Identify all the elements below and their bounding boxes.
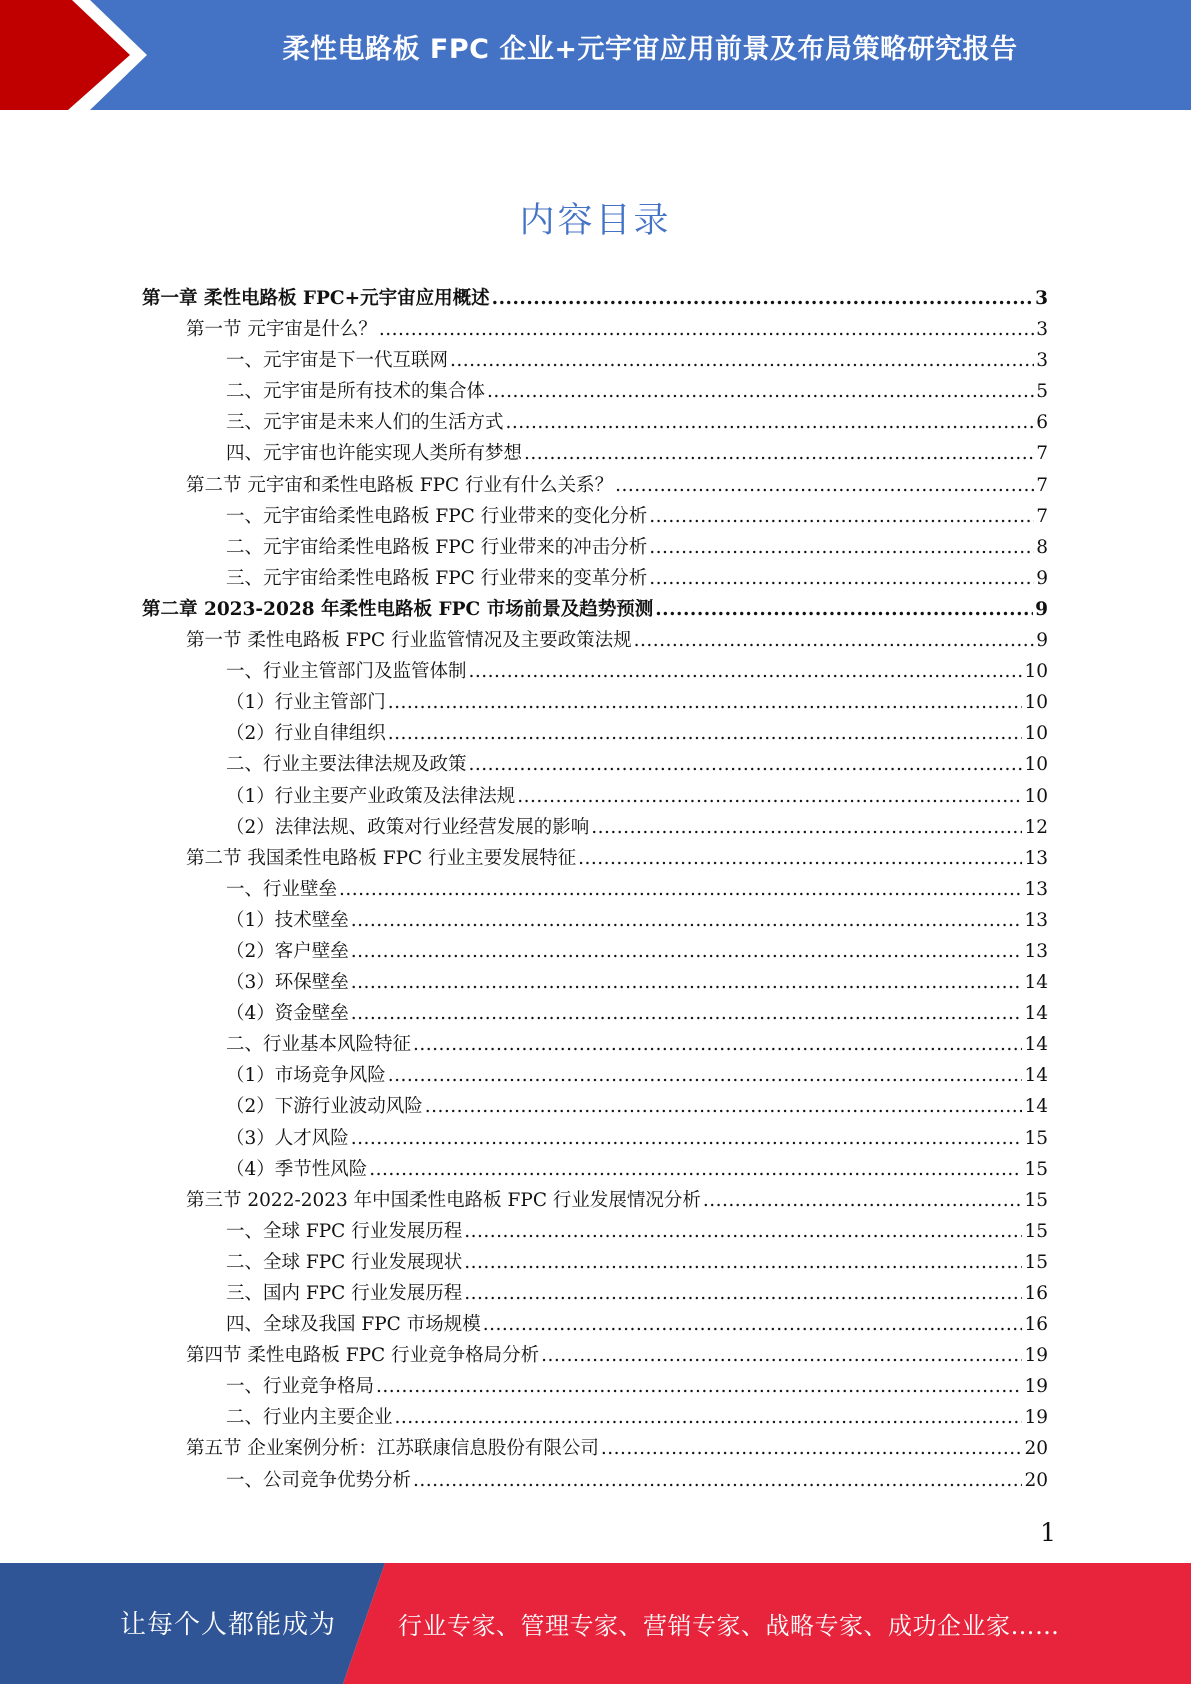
toc-subsection[interactable] [142, 657, 1048, 688]
toc-subsection[interactable] [142, 564, 1048, 595]
toc-leader-dots [506, 412, 1035, 433]
toc-leader-dots [351, 1128, 1023, 1149]
toc-section[interactable] [142, 844, 1048, 875]
toc-entry-text: 一、全球 FPC 行业发展历程 [226, 1220, 463, 1242]
toc-page-number: 3 [1036, 350, 1048, 372]
toc-section[interactable] [142, 471, 1048, 502]
toc-leader-dots [450, 350, 1034, 371]
toc-subsection[interactable] [142, 1030, 1048, 1061]
toc-leader-dots [376, 1376, 1022, 1397]
toc-subsection[interactable] [142, 346, 1048, 377]
toc-leader-dots [541, 1345, 1022, 1366]
toc-entry-text: 三、元宇宙给柔性电路板 FPC 行业带来的变革分析 [226, 567, 648, 589]
toc-entry-text: 第五节 企业案例分析：江苏联康信息股份有限公司 [186, 1438, 599, 1460]
toc-entry-text: 第一节 元宇宙是什么？ [186, 319, 377, 341]
page-number: 1 [1040, 1518, 1056, 1547]
toc-leader-dots [379, 319, 1034, 340]
toc-page-number: 13 [1024, 878, 1048, 900]
toc-entry-text: 一、行业主管部门及监管体制 [226, 661, 467, 683]
toc-subsection[interactable] [142, 875, 1048, 906]
toc-entry-text: （3）人才风险 [226, 1127, 349, 1149]
toc-page-number: 15 [1024, 1220, 1048, 1242]
toc-entry-text: （1）行业主要产业政策及法律法规 [226, 785, 516, 807]
toc-entry-text: （4）资金壁垒 [226, 1003, 349, 1025]
toc-entry-text: 一、元宇宙是下一代互联网 [226, 350, 449, 372]
toc-page-number: 14 [1024, 1096, 1048, 1118]
toc-entry-text: 第二节 我国柔性电路板 FPC 行业主要发展特征 [186, 847, 577, 869]
toc-leader-dots [634, 630, 1035, 651]
header-chevron-icon [0, 0, 160, 110]
toc-section[interactable] [142, 626, 1048, 657]
toc-entry-text: 第三节 2022-2023 年中国柔性电路板 FPC 行业发展情况分析 [186, 1189, 701, 1211]
toc-leader-dots [578, 848, 1022, 869]
toc-page-number: 15 [1024, 1189, 1048, 1211]
toc-subsection[interactable] [142, 1061, 1048, 1092]
toc-entry-text: 三、国内 FPC 行业发展历程 [226, 1283, 463, 1304]
toc-page-number: 13 [1024, 940, 1048, 962]
toc-entry-text: 第一节 柔性电路板 FPC 行业监管情况及主要政策法规 [186, 630, 632, 652]
toc-subsection[interactable] [142, 719, 1048, 750]
toc-leader-dots [388, 1065, 1023, 1086]
toc-page-number: 10 [1024, 754, 1048, 776]
toc-entry-text: 二、行业基本风险特征 [226, 1034, 412, 1056]
toc-leader-dots [487, 381, 1034, 402]
toc-subsection[interactable] [142, 937, 1048, 968]
toc-subsection[interactable] [142, 999, 1048, 1030]
toc-page-number: 3 [1036, 319, 1048, 341]
toc-page-number: 19 [1024, 1376, 1048, 1398]
toc-subsection[interactable] [142, 1217, 1048, 1248]
toc-leader-dots [591, 817, 1022, 838]
toc-page-number: 7 [1036, 443, 1048, 465]
toc-page-number: 15 [1024, 1158, 1048, 1180]
toc-entry-text: （4）季节性风险 [226, 1158, 368, 1180]
toc-subsection[interactable] [142, 1466, 1048, 1497]
toc-page-number: 10 [1024, 692, 1048, 714]
toc-subsection[interactable] [142, 533, 1048, 564]
toc-page-number: 13 [1024, 847, 1048, 869]
toc-chapter[interactable] [142, 595, 1048, 626]
toc-entry-text: （2）下游行业波动风险 [226, 1096, 423, 1118]
toc-subsection[interactable] [142, 502, 1048, 533]
toc-entry-text: （2）行业自律组织 [226, 723, 386, 745]
toc-page-number: 13 [1024, 909, 1048, 931]
toc-page-number: 20 [1024, 1469, 1048, 1491]
toc-subsection[interactable] [142, 408, 1048, 439]
toc-subsection[interactable] [142, 1155, 1048, 1186]
toc-section[interactable] [142, 315, 1048, 346]
toc-page-number: 10 [1024, 661, 1048, 683]
toc-leader-dots [464, 1252, 1022, 1273]
toc-leader-dots [601, 1438, 1023, 1459]
toc-leader-dots [351, 941, 1023, 962]
toc-leader-dots [492, 288, 1033, 309]
toc-leader-dots [395, 1407, 1023, 1428]
toc-page-number: 9 [1036, 567, 1048, 589]
toc-section[interactable] [142, 1186, 1048, 1217]
toc-entry-text: 二、行业主要法律法规及政策 [226, 754, 467, 776]
toc-leader-dots [524, 443, 1034, 464]
toc-leader-dots [469, 661, 1023, 682]
toc-leader-dots [388, 723, 1023, 744]
toc-entry-text: 一、行业壁垒 [226, 878, 338, 900]
report-title: 柔性电路板 FPC 企业+元宇宙应用前景及布局策略研究报告 [282, 34, 1018, 65]
toc-leader-dots [464, 1221, 1022, 1242]
toc-subsection[interactable] [142, 1310, 1048, 1341]
toc-page-number: 15 [1024, 1251, 1048, 1273]
toc-subsection[interactable] [142, 1248, 1048, 1279]
toc-subsection[interactable] [142, 782, 1048, 813]
toc-entry-text: （1）技术壁垒 [226, 909, 349, 931]
toc-page-number: 16 [1024, 1314, 1048, 1336]
toc-page-number: 3 [1035, 288, 1048, 309]
table-of-contents [142, 284, 1048, 1497]
toc-page-number: 5 [1036, 381, 1048, 403]
toc-subsection[interactable] [142, 688, 1048, 719]
toc-page-number: 14 [1024, 1065, 1048, 1087]
toc-entry-text: 四、全球及我国 FPC 市场规模 [226, 1314, 481, 1336]
toc-entry-text: （1）行业主管部门 [226, 692, 386, 714]
toc-entry-text: 一、行业竞争格局 [226, 1376, 375, 1398]
toc-leader-dots [339, 879, 1022, 900]
toc-page-number: 9 [1036, 630, 1048, 652]
toc-entry-text: 二、全球 FPC 行业发展现状 [226, 1251, 463, 1273]
toc-leader-dots [413, 1470, 1022, 1491]
toc-leader-dots [649, 568, 1034, 589]
toc-page-number: 6 [1036, 412, 1048, 434]
toc-section[interactable] [142, 1341, 1048, 1372]
toc-leader-dots [615, 475, 1034, 496]
toc-leader-dots [351, 972, 1023, 993]
toc-leader-dots [351, 910, 1023, 931]
toc-entry-text: 三、元宇宙是未来人们的生活方式 [226, 412, 504, 434]
toc-page-number: 9 [1035, 598, 1048, 620]
toc-entry-text: 二、行业内主要企业 [226, 1407, 393, 1429]
toc-leader-dots [388, 692, 1023, 713]
toc-subsection[interactable] [142, 750, 1048, 781]
toc-leader-dots [469, 754, 1023, 775]
toc-leader-dots [425, 1096, 1023, 1117]
toc-entry-text: 二、元宇宙是所有技术的集合体 [226, 381, 486, 403]
toc-entry-text: （2）客户壁垒 [226, 940, 349, 962]
toc-entry-text: 第四节 柔性电路板 FPC 行业竞争格局分析 [186, 1345, 540, 1367]
toc-subsection[interactable] [142, 1403, 1048, 1434]
toc-page-number: 16 [1024, 1283, 1048, 1304]
toc-page-number: 19 [1024, 1345, 1048, 1367]
toc-page-number: 14 [1024, 1034, 1048, 1056]
toc-page-number: 15 [1024, 1127, 1048, 1149]
toc-leader-dots [655, 599, 1033, 620]
toc-entry-text: 一、公司竞争优势分析 [226, 1469, 412, 1491]
toc-subsection[interactable] [142, 906, 1048, 937]
toc-leader-dots [464, 1283, 1022, 1304]
toc-entry-text: （1）市场竞争风险 [226, 1065, 386, 1087]
toc-page-number: 19 [1024, 1407, 1048, 1429]
toc-entry-text: （3）环保壁垒 [226, 972, 349, 994]
toc-page-number: 7 [1036, 505, 1048, 527]
toc-chapter[interactable] [142, 284, 1048, 315]
toc-entry-text: 第二节 元宇宙和柔性电路板 FPC 行业有什么关系？ [186, 474, 614, 496]
toc-page-number: 20 [1024, 1438, 1048, 1460]
toc-leader-dots [517, 786, 1022, 807]
toc-subsection[interactable] [142, 1279, 1048, 1310]
toc-entry-text: 二、元宇宙给柔性电路板 FPC 行业带来的冲击分析 [226, 536, 648, 558]
toc-entry-text: 第二章 2023-2028 年柔性电路板 FPC 市场前景及趋势预测 [142, 598, 654, 620]
toc-leader-dots [649, 506, 1034, 527]
toc-page-number: 10 [1024, 723, 1048, 745]
footer-slogan-right: 行业专家、管理专家、营销专家、战略专家、成功企业家…… [398, 1612, 1060, 1640]
toc-leader-dots [351, 1003, 1023, 1024]
toc-leader-dots [703, 1190, 1023, 1211]
toc-page-number: 7 [1036, 474, 1048, 496]
toc-entry-text: 第一章 柔性电路板 FPC+元宇宙应用概述 [142, 288, 490, 309]
toc-page-number: 14 [1024, 1003, 1048, 1025]
toc-subsection[interactable] [142, 1124, 1048, 1155]
toc-page-number: 12 [1024, 816, 1048, 838]
toc-page-number: 14 [1024, 972, 1048, 994]
footer-slogan-left: 让每个人都能成为 [120, 1610, 337, 1640]
toc-leader-dots [649, 537, 1034, 558]
toc-subsection[interactable] [142, 1372, 1048, 1403]
toc-title: 内容目录 [519, 201, 672, 241]
toc-subsection[interactable] [142, 968, 1048, 999]
toc-subsection[interactable] [142, 439, 1048, 470]
toc-leader-dots [483, 1314, 1023, 1335]
toc-entry-text: 一、元宇宙给柔性电路板 FPC 行业带来的变化分析 [226, 505, 648, 527]
toc-subsection[interactable] [142, 813, 1048, 844]
toc-page-number: 8 [1036, 536, 1048, 558]
toc-leader-dots [413, 1034, 1022, 1055]
toc-entry-text: （2）法律法规、政策对行业经营发展的影响 [226, 816, 590, 838]
toc-leader-dots [369, 1159, 1022, 1180]
toc-subsection[interactable] [142, 1092, 1048, 1123]
toc-entry-text: 四、元宇宙也许能实现人类所有梦想 [226, 443, 523, 465]
toc-page-number: 10 [1024, 785, 1048, 807]
toc-subsection[interactable] [142, 377, 1048, 408]
toc-section[interactable] [142, 1434, 1048, 1465]
